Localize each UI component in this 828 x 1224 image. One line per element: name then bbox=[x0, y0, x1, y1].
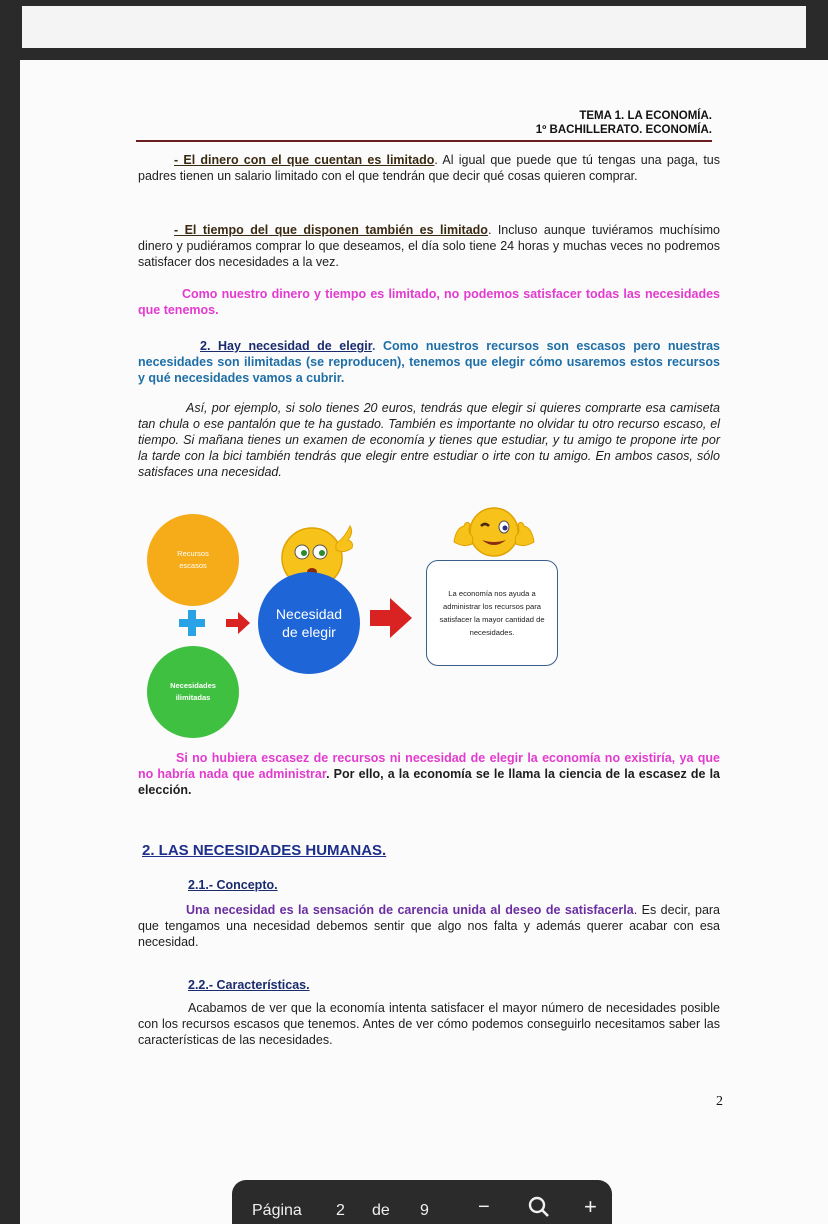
arrow-right-big-icon bbox=[370, 598, 412, 638]
section-title: 2. LAS NECESIDADES HUMANAS. bbox=[142, 842, 387, 859]
paragraph-concept bbox=[138, 902, 720, 950]
zoom-icon[interactable] bbox=[528, 1196, 550, 1218]
concept-text: . Es decir, para que tengamos una necesidad debemos sentir que algo nos falta y además querer acabar con esa necesidad. bbox=[138, 903, 721, 949]
page-number: 2 bbox=[716, 1094, 723, 1109]
economy-box-text: La economía nos ayuda a administrar los recursos para satisfacer la mayor cantidad de necesidades. bbox=[439, 589, 545, 637]
top-bar bbox=[22, 6, 806, 48]
current-page-input[interactable]: 2 bbox=[336, 1202, 345, 1219]
concept-heading: 2.1.- Concepto. bbox=[188, 878, 278, 892]
concept-bold: Una necesidad es la sensación de carencia unida al deseo de satisfacerla bbox=[186, 903, 634, 917]
paragraph-example: Así, por ejemplo, si solo tienes 20 euros, tendrás que elegir si quieres comprarte esa camiseta tan chula o ese pantalón que te ha gustado. También es importante no olvidar tu otro recurso escaso, el tiempo. Si mañana tienes un examen de economía y tienes que estudiar, y tu amigo te propone irte por la tarde con la bici también tendrás que elegir entre estudiar o irte con tu amigo. En ambos casos, sólo satisfaces una necesidad. bbox=[138, 401, 720, 479]
paragraph-limited: Como nuestro dinero y tiempo es limitado, no podemos satisfacer todas las necesidades que tenemos. bbox=[138, 287, 720, 317]
choose-label: Necesidad de elegir bbox=[275, 606, 343, 640]
paragraph-time bbox=[138, 222, 720, 270]
choose-lead: 2. Hay necesidad de elegir bbox=[200, 339, 372, 353]
time-lead: - El tiempo del que disponen también es limitado bbox=[174, 223, 488, 237]
scarcity-pink: Si no hubiera escasez de recursos ni necesidad de elegir la economía no existiría, ya que no habría nada que administrar bbox=[138, 751, 720, 781]
header-divider bbox=[136, 140, 712, 142]
header-subtitle: 1º BACHILLERATO. ECONOMÍA. bbox=[535, 124, 712, 136]
zoom-out-button[interactable]: − bbox=[478, 1196, 490, 1218]
document-page bbox=[20, 60, 828, 1224]
winking-emoji-icon bbox=[448, 502, 540, 560]
page-label: Página bbox=[252, 1202, 302, 1219]
zoom-in-button[interactable]: + bbox=[584, 1194, 597, 1219]
scarcity-bold: . Por ello, a la economía se le llama la ciencia de la escasez de la elección. bbox=[138, 767, 720, 797]
total-pages: 9 bbox=[420, 1202, 429, 1219]
money-text: . Al igual que puede que tú tengas una paga, tus padres tienen un salario limitado con el que tendrán que decir qué cosas quieren comprar. bbox=[138, 153, 720, 183]
paragraph-choose bbox=[138, 338, 720, 386]
resources-label: Recursos escasos bbox=[177, 549, 209, 570]
time-text: . Incluso aunque tuviéramos muchísimo dinero y pudiéramos comprar lo que deseamos, el día solo tiene 24 horas y muchas veces no podremos satisfacer dos necesidades a la vez. bbox=[138, 223, 720, 269]
plus-icon bbox=[179, 610, 205, 636]
paragraph-scarcity bbox=[138, 750, 720, 798]
choose-circle bbox=[258, 572, 360, 674]
paragraph-characteristics: Acabamos de ver que la economía intenta satisfacer el mayor número de necesidades posible con los recursos escasos que tenemos. Antes de ver cómo podemos conseguirlo necesitamos saber las características de las necesidades. bbox=[138, 1001, 720, 1047]
header-title: TEMA 1. LA ECONOMÍA. bbox=[579, 110, 712, 122]
choose-text: . Como nuestros recursos son escasos pero nuestras necesidades son ilimitadas (se reproducen), tenemos que elegir cómo usaremos estos recursos y qué necesidades vamos a cubrir. bbox=[138, 339, 721, 385]
economy-box bbox=[426, 560, 558, 666]
needs-circle bbox=[147, 646, 239, 738]
needs-label: Necesidades ilimitadas bbox=[170, 681, 216, 702]
page-navigation-bar bbox=[232, 1180, 612, 1224]
resources-circle bbox=[147, 514, 239, 606]
characteristics-heading: 2.2.- Características. bbox=[188, 978, 310, 992]
paragraph-money bbox=[138, 152, 720, 184]
arrow-right-icon bbox=[226, 612, 250, 634]
page-of-label: de bbox=[372, 1202, 390, 1219]
money-lead: - El dinero con el que cuentan es limitado bbox=[174, 153, 435, 167]
